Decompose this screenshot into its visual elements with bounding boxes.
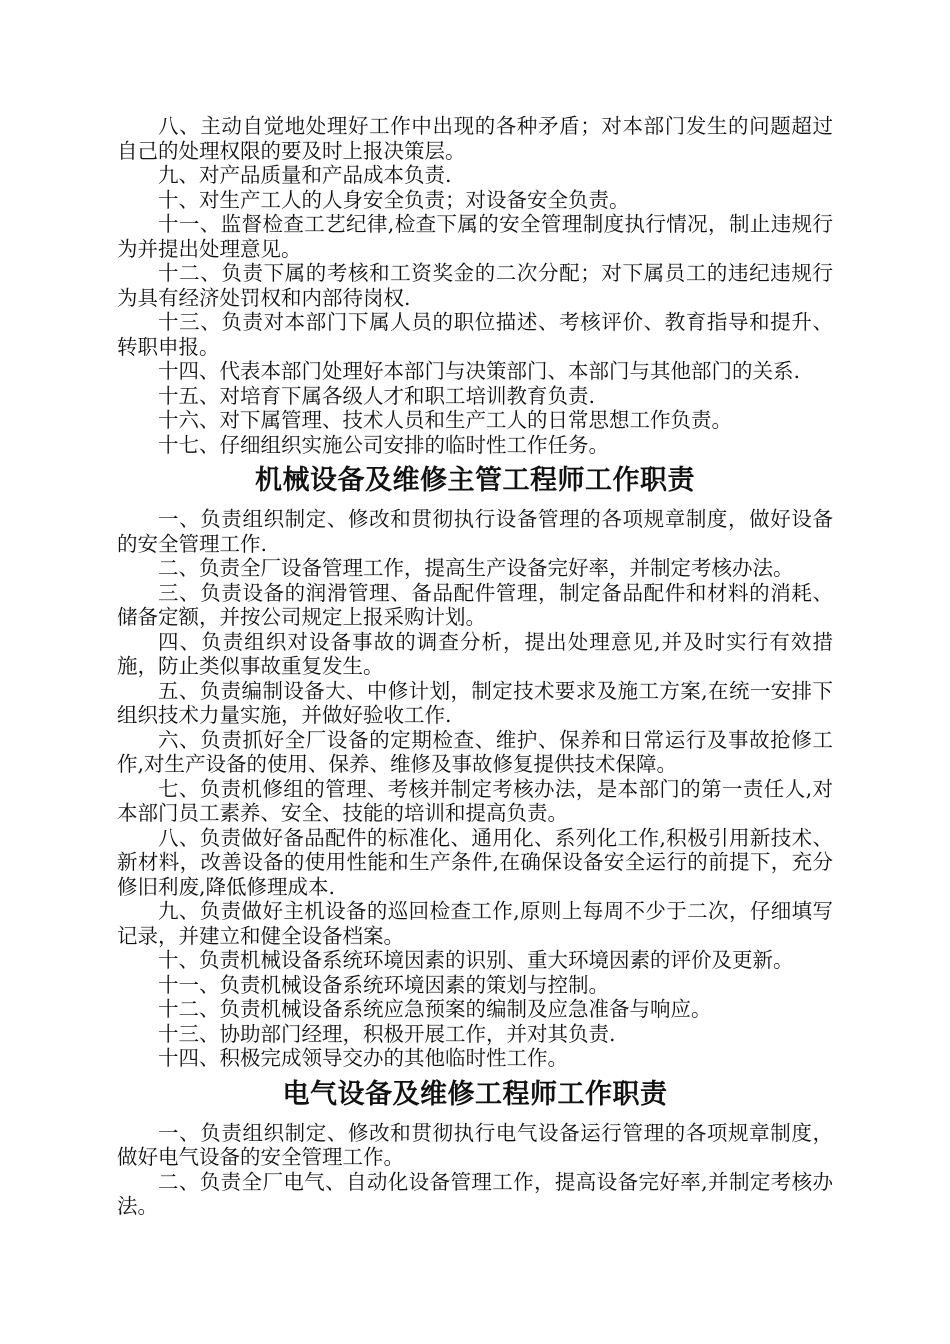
list-item: 十三、协助部门经理，积极开展工作，并对其负责. <box>158 1021 616 1046</box>
list-item: 四、负责组织对设备事故的调查分析，提出处理意见,并及时实行有效措施，防止类似事故重复发生。 <box>117 629 833 678</box>
list-item: 十四、积极完成领导交办的其他临时性工作。 <box>158 1046 568 1070</box>
mechanical-section-title: 机械设备及维修主管工程师工作职责 <box>255 465 695 496</box>
electrical-list <box>117 1121 833 1219</box>
list-item: 五、负责编制设备大、中修计划，制定技术要求及施工方案,在统一安排下组织技术力量实施，并做好验收工作. <box>117 678 833 727</box>
list-item: 十三、负责对本部门下属人员的职位描述、考核评价、教育指导和提升、转职申报。 <box>117 310 833 359</box>
list-item: 一、负责组织制定、修改和贯彻执行电气设备运行管理的各项规章制度，做好电气设备的安全管理工作。 <box>117 1120 833 1169</box>
list-item: 十二、负责机械设备系统应急预案的编制及应急准备与响应。 <box>158 997 712 1021</box>
list-item: 二、负责全厂电气、自动化设备管理工作，提高设备完好率,并制定考核办法。 <box>117 1169 833 1218</box>
list-item: 九、对产品质量和产品成本负责. <box>158 163 452 187</box>
list-item: 十二、负责下属的考核和工资奖金的二次分配；对下属员工的违纪违规行为具有经济处罚权和内部待岗权. <box>117 261 833 310</box>
list-item: 十一、监督检查工艺纪律,检查下属的安全管理制度执行情况，制止违规行为并提出处理意见。 <box>117 212 833 261</box>
list-item: 十六、对下属管理、技术人员和生产工人的日常思想工作负责。 <box>158 408 732 432</box>
list-item: 六、负责抓好全厂设备的定期检查、维护、保养和日常运行及事故抢修工作,对生产设备的使用、保养、维修及事故修复提供技术保障。 <box>117 727 833 776</box>
list-item: 七、负责机修组的管理、考核并制定考核办法，是本部门的第一责任人,对本部门员工素养、安全、技能的培训和提高负责。 <box>117 776 833 825</box>
list-item: 一、负责组织制定、修改和贯彻执行设备管理的各项规章制度，做好设备的安全管理工作. <box>117 507 833 556</box>
list-item: 三、负责设备的润滑管理、备品配件管理，制定备品配件和材料的消耗、储备定额，并按公司规定上报采购计划。 <box>117 580 833 629</box>
list-item: 八、主动自觉地处理好工作中出现的各种矛盾；对本部门发生的问题超过自己的处理权限的要及时上报决策层。 <box>117 114 833 163</box>
list-item: 十、对生产工人的人身安全负责；对设备安全负责。 <box>158 187 630 212</box>
list-item: 九、负责做好主机设备的巡回检查工作,原则上每周不少于二次，仔细填写记录，并建立和健全设备档案。 <box>117 899 833 948</box>
list-item: 十七、仔细组织实施公司安排的临时性工作任务。 <box>158 432 609 457</box>
document-page <box>117 114 833 1219</box>
mechanical-list <box>117 507 833 1071</box>
electrical-section-title: 电气设备及维修工程师工作职责 <box>282 1078 668 1110</box>
list-item: 十一、负责机械设备系统环境因素的策划与控制。 <box>158 972 609 997</box>
list-item: 二、负责全厂设备管理工作，提高生产设备完好率，并制定考核办法。 <box>158 556 794 580</box>
list-item: 十、负责机械设备系统环境因素的识别、重大环境因素的评价及更新。 <box>158 948 794 972</box>
list-item: 八、负责做好备品配件的标准化、通用化、系列化工作,积极引用新技术、新材料，改善设备的使用性能和生产条件,在确保设备安全运行的前提下，充分修旧利废,降低修理成本. <box>117 825 833 899</box>
list-item: 十四、代表本部门处理好本部门与决策部门、本部门与其他部门的关系. <box>158 359 801 383</box>
list-item: 十五、对培育下属各级人才和职工培训教育负责. <box>158 383 596 408</box>
intro-list <box>117 114 833 457</box>
